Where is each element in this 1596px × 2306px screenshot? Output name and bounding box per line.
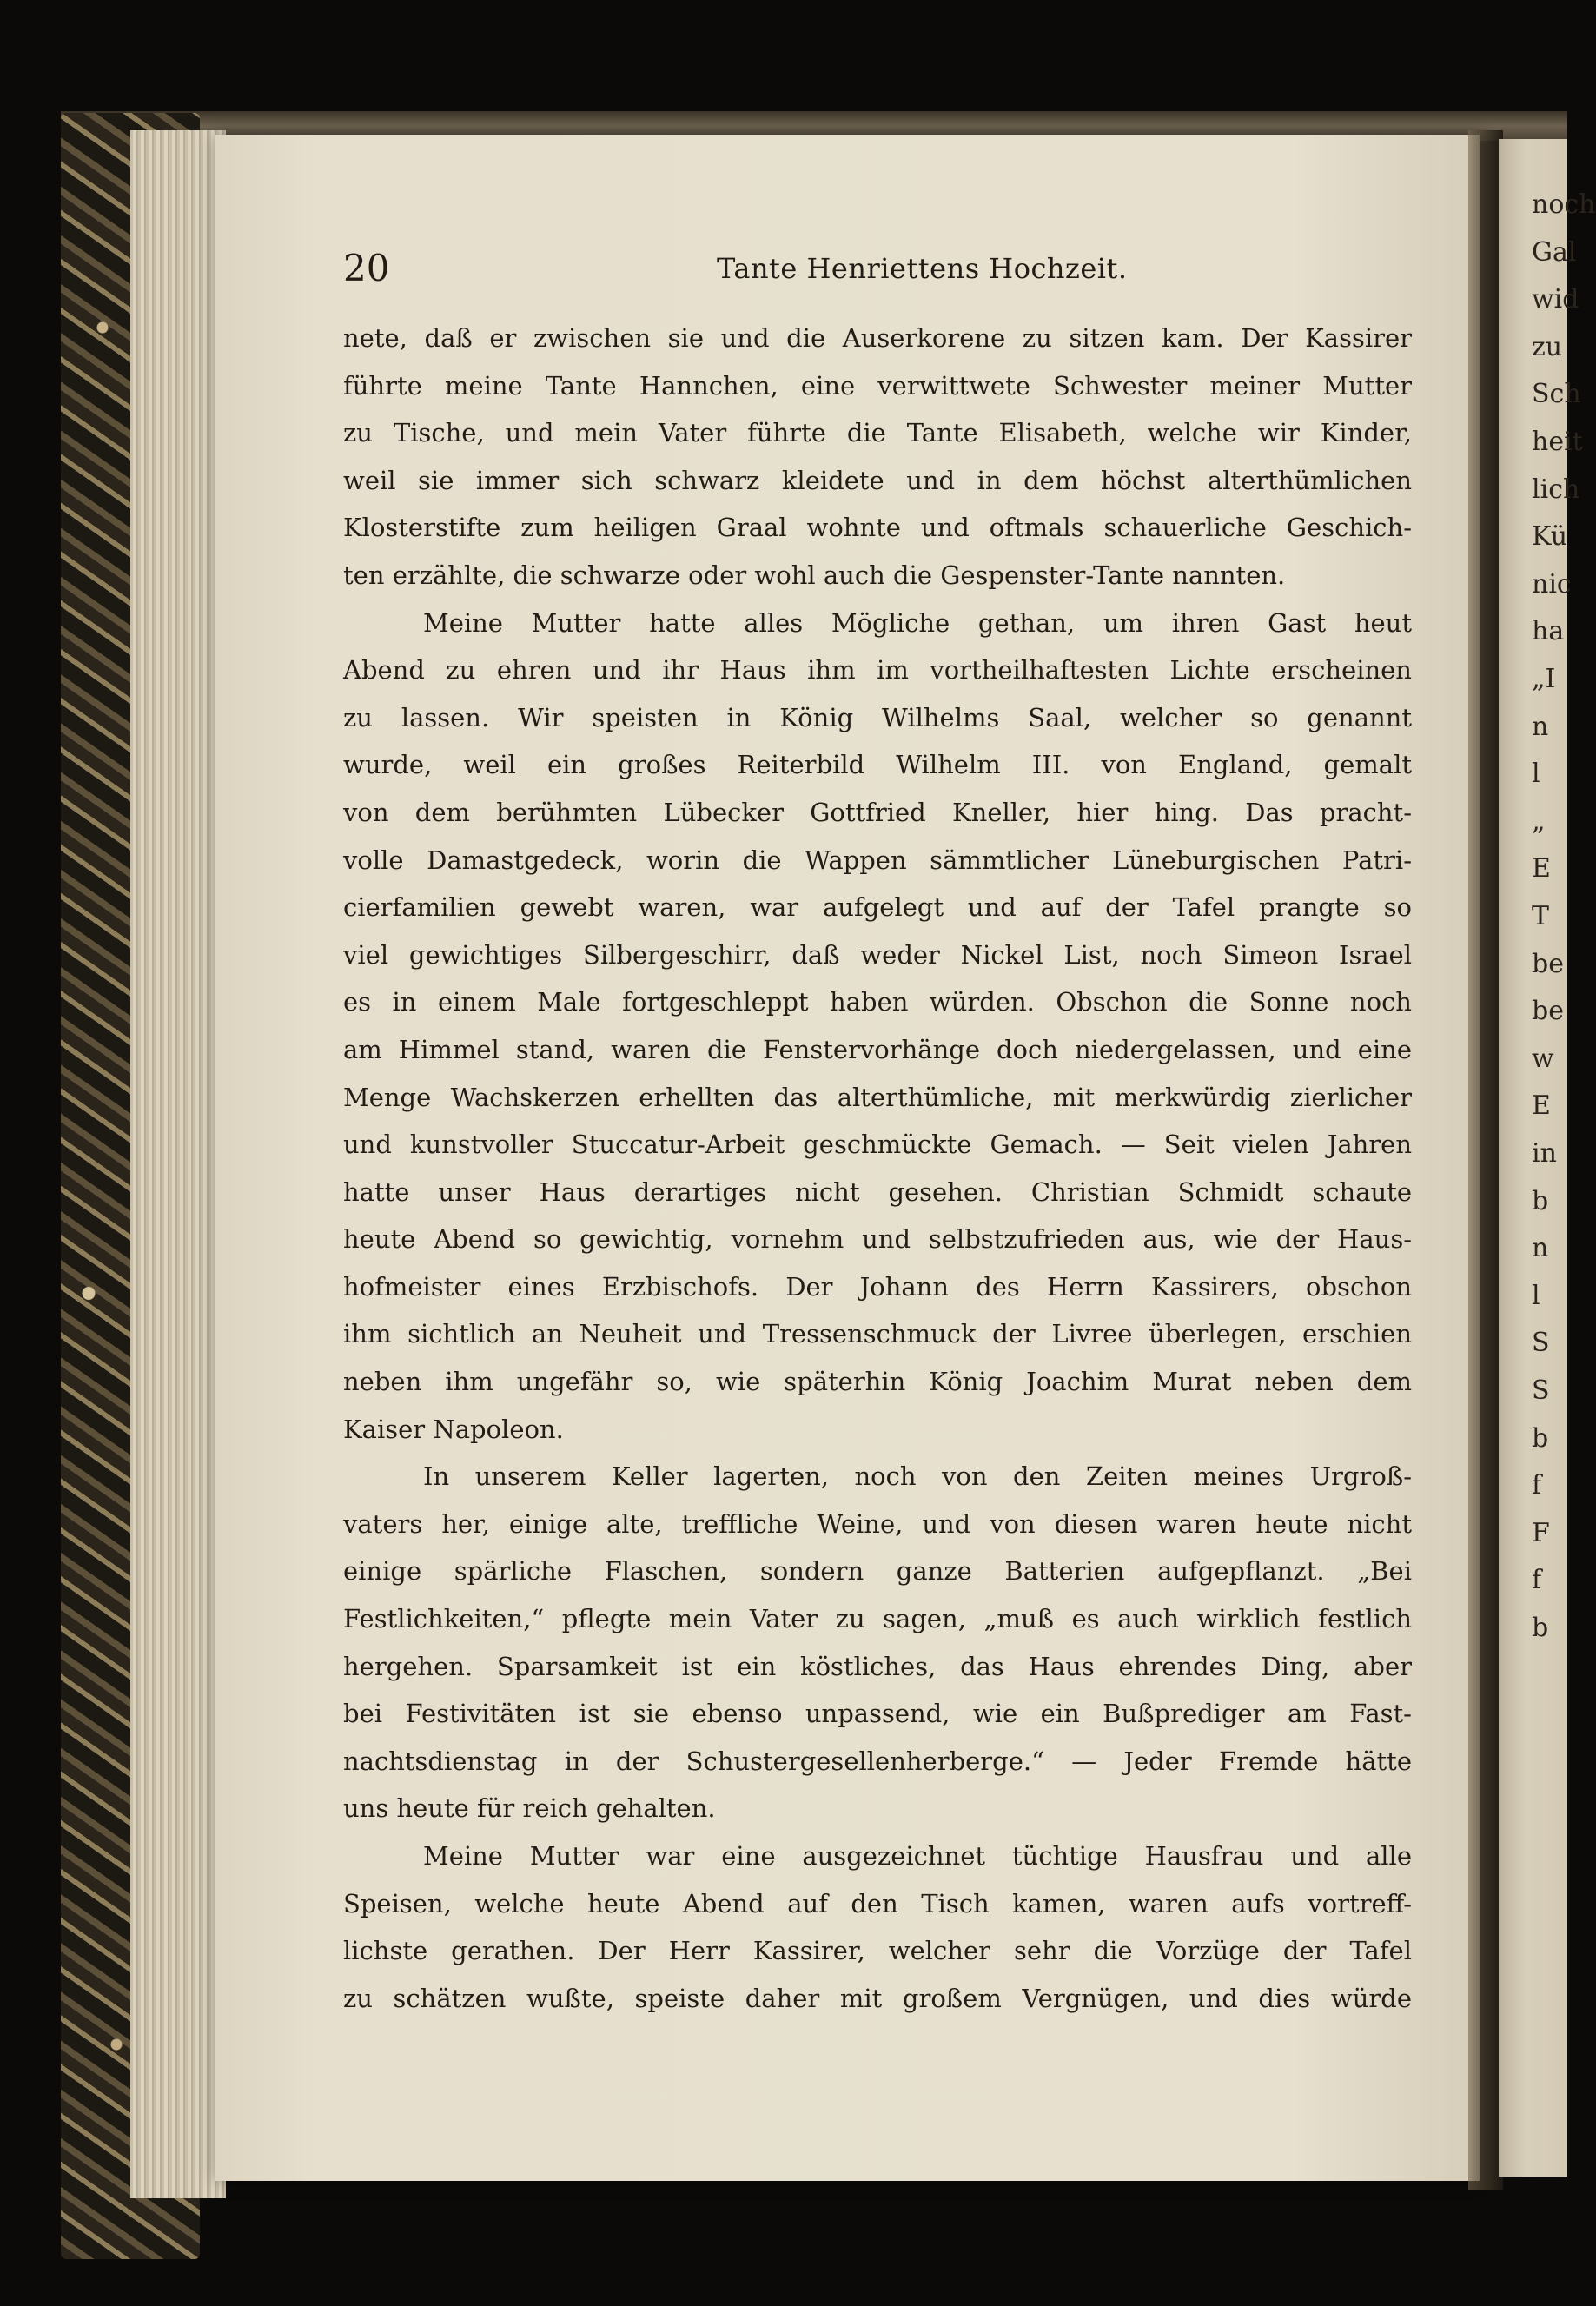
text-line: lichste gerathen. Der Herr Kassirer, welcher sehr die Vorzüge der Tafel bbox=[343, 1936, 1412, 1966]
facing-page-fragment: l bbox=[1532, 759, 1540, 790]
page-number: 20 bbox=[343, 247, 390, 289]
facing-page-fragment: lich bbox=[1532, 474, 1580, 505]
text-line: zu Tische, und mein Vater führte die Tante Elisabeth, welche wir Kinder, bbox=[343, 418, 1412, 448]
facing-page-fragment: ha bbox=[1532, 616, 1565, 647]
facing-page-fragment: T bbox=[1532, 901, 1550, 931]
facing-page-fragment: E bbox=[1532, 1090, 1551, 1122]
facing-page-fragment: E bbox=[1532, 853, 1551, 885]
facing-page-fragment: l bbox=[1532, 1280, 1540, 1311]
running-title: Tante Henriettens Hochzeit. bbox=[717, 252, 1128, 285]
facing-page-fragment: wid bbox=[1532, 284, 1579, 315]
page-edges bbox=[130, 130, 226, 2198]
text-line: bei Festivitäten ist sie ebenso unpassend, wie ein Bußprediger am Fast- bbox=[343, 1699, 1412, 1729]
text-line: volle Damastgedeck, worin die Wappen sämmtlicher Lüneburgischen Patri- bbox=[343, 845, 1412, 875]
facing-page-fragment: F bbox=[1532, 1517, 1550, 1548]
facing-page-fragment: n bbox=[1532, 1233, 1549, 1264]
facing-page-fragment: b bbox=[1532, 1613, 1549, 1643]
facing-page-fragment: heit bbox=[1532, 427, 1583, 457]
facing-page-fragment: f bbox=[1532, 1470, 1542, 1501]
text-line: und kunstvoller Stuccatur-Arbeit geschmückte Gemach. — Seit vielen Jahren bbox=[343, 1130, 1412, 1160]
page-header bbox=[343, 245, 1407, 297]
facing-page bbox=[1499, 139, 1596, 2177]
text-line: cierfamilien gewebt waren, war aufgelegt und auf der Tafel prangte so bbox=[343, 892, 1412, 923]
text-line: ten erzählte, die schwarze oder wohl auch die Gespenster-Tante nannten. bbox=[343, 560, 1286, 590]
text-line: Speisen, welche heute Abend auf den Tisch kamen, waren aufs vortreff- bbox=[343, 1888, 1412, 1918]
text-line: viel gewichtiges Silbergeschirr, daß weder Nickel List, noch Simeon Israel bbox=[343, 939, 1412, 970]
facing-page-fragment: Sch bbox=[1532, 379, 1581, 410]
facing-page-fragment: b bbox=[1532, 1422, 1549, 1454]
text-line: zu schätzen wußte, speiste daher mit großem Vergnügen, und dies würde bbox=[343, 1983, 1412, 2013]
text-line: es in einem Male fortgeschleppt haben würden. Obschon die Sonne noch bbox=[343, 987, 1412, 1017]
text-line: Klosterstifte zum heiligen Graal wohnte und oftmals schauerliche Geschich- bbox=[343, 513, 1412, 543]
facing-page-fragment: be bbox=[1532, 996, 1564, 1027]
text-line: am Himmel stand, waren die Fenstervorhänge doch niedergelassen, und eine bbox=[343, 1034, 1412, 1064]
facing-page-fragment: „I bbox=[1532, 664, 1556, 694]
text-line: von dem berühmten Lübecker Gottfried Kneller, hier hing. Das pracht- bbox=[343, 797, 1412, 827]
text-line: ihm sichtlich an Neuheit und Tressenschmuck der Livree überlegen, erschien bbox=[343, 1319, 1412, 1349]
facing-page-fragment: Kü bbox=[1532, 521, 1568, 553]
facing-page-fragment: be bbox=[1532, 948, 1564, 979]
book-gutter bbox=[1468, 130, 1503, 2190]
text-line: Menge Wachskerzen erhellten das alterthümliche, mit merkwürdig zierlicher bbox=[343, 1082, 1412, 1112]
text-line: nete, daß er zwischen sie und die Auserkorene zu sitzen kam. Der Kassirer bbox=[343, 323, 1412, 353]
facing-page-fragment: nic bbox=[1532, 568, 1572, 600]
facing-page-fragment: b bbox=[1532, 1185, 1549, 1216]
text-line: hatte unser Haus derartiges nicht gesehen. Christian Schmidt schaute bbox=[343, 1176, 1412, 1207]
text-line: uns heute für reich gehalten. bbox=[343, 1793, 716, 1824]
facing-page-fragment: w bbox=[1532, 1043, 1554, 1074]
facing-page-fragment: in bbox=[1532, 1138, 1557, 1169]
facing-page-fragment: S bbox=[1532, 1328, 1550, 1359]
facing-page-fragment: n bbox=[1532, 711, 1549, 742]
text-line: vaters her, einige alte, treffliche Weine, und von diesen waren heute nicht bbox=[343, 1508, 1412, 1539]
facing-page-fragment: S bbox=[1532, 1375, 1550, 1406]
facing-page-fragment: „ bbox=[1532, 805, 1546, 837]
text-line: führte meine Tante Hannchen, eine verwittwete Schwester meiner Mutter bbox=[343, 370, 1412, 401]
text-line: Meine Mutter war eine ausgezeichnet tüchtige Hausfrau und alle bbox=[423, 1841, 1412, 1871]
text-line: weil sie immer sich schwarz kleidete und in dem höchst alterthümlichen bbox=[343, 465, 1412, 495]
text-line: hergehen. Sparsamkeit ist ein köstliches, das Haus ehrendes Ding, aber bbox=[343, 1651, 1412, 1681]
facing-page-fragment: Gal bbox=[1532, 236, 1577, 268]
text-line: heute Abend so gewichtig, vornehm und selbstzufrieden aus, wie der Haus- bbox=[343, 1224, 1412, 1255]
text-line: zu lassen. Wir speisten in König Wilhelms Saal, welcher so genannt bbox=[343, 702, 1412, 732]
text-line: In unserem Keller lagerten, noch von den Zeiten meines Urgroß- bbox=[423, 1461, 1412, 1492]
text-line: Meine Mutter hatte alles Mögliche gethan, um ihren Gast heut bbox=[423, 607, 1412, 638]
body-text bbox=[343, 315, 1412, 2022]
text-line: Festlichkeiten,“ pflegte mein Vater zu sagen, „muß es auch wirklich festlich bbox=[343, 1604, 1412, 1634]
text-line: einige spärliche Flaschen, sondern ganze Batterien aufgepflanzt. „Bei bbox=[343, 1556, 1412, 1587]
facing-page-fragment: zu bbox=[1532, 331, 1563, 362]
text-line: neben ihm ungefähr so, wie späterhin König Joachim Murat neben dem bbox=[343, 1367, 1412, 1397]
text-line: wurde, weil ein großes Reiterbild Wilhelm III. von England, gemalt bbox=[343, 750, 1412, 780]
text-line: nachtsdienstag in der Schustergesellenherberge.“ — Jeder Fremde hätte bbox=[343, 1746, 1412, 1776]
facing-page-fragment: noch bbox=[1532, 189, 1596, 220]
text-line: Kaiser Napoleon. bbox=[343, 1414, 564, 1444]
text-line: hofmeister eines Erzbischofs. Der Johann des Herrn Kassirers, obschon bbox=[343, 1271, 1412, 1302]
facing-page-fragment: f bbox=[1532, 1565, 1542, 1596]
text-line: Abend zu ehren und ihr Haus ihm im vortheilhaftesten Lichte erscheinen bbox=[343, 655, 1412, 686]
